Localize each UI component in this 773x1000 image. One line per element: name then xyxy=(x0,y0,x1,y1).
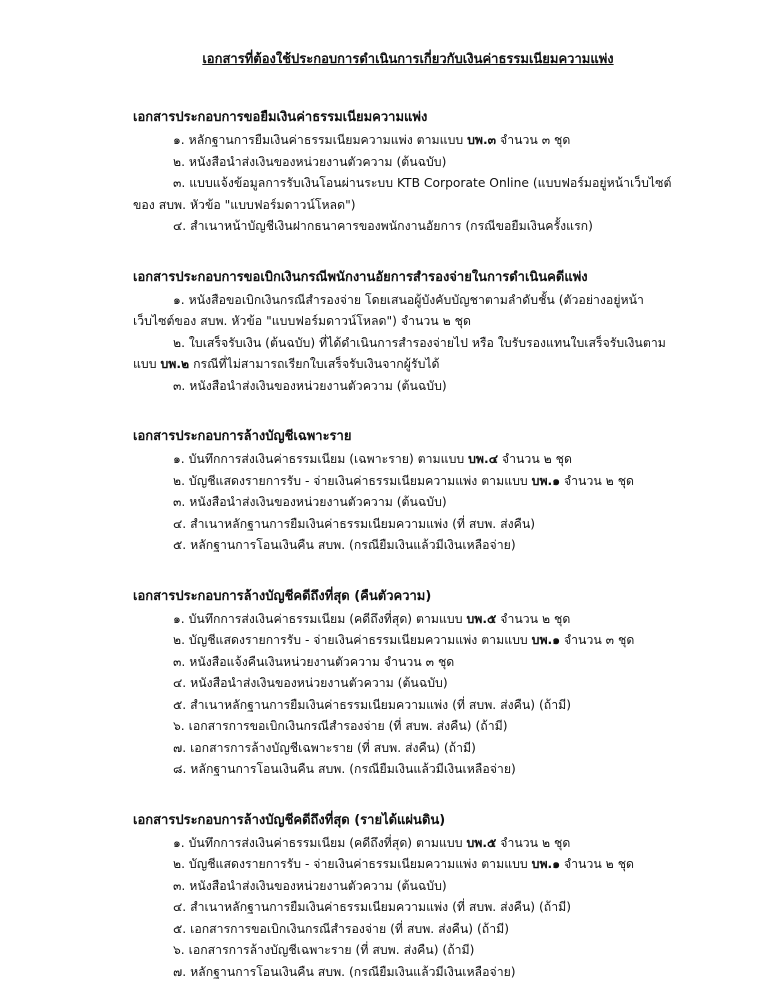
item-text: ๒. หนังสือนำส่งเงินของหน่วยงานตัวความ (ต้นฉบับ) xyxy=(173,154,447,169)
item-text: ๓. หนังสือนำส่งเงินของหน่วยงานตัวความ (ต้นฉบับ) xyxy=(173,378,447,393)
item-text: ๒. บัญชีแสดงรายการรับ - จ่ายเงินค่าธรรมเนียมความแพ่ง ตามแบบ xyxy=(173,633,532,647)
section-advance-reimbursement xyxy=(133,268,683,398)
section-final-case-return xyxy=(133,587,683,781)
list-item xyxy=(133,535,683,557)
item-text-suffix: จำนวน ๓ ชุด xyxy=(496,133,571,147)
item-text: ๔. หนังสือนำส่งเงินของหน่วยงานตัวความ (ต้นฉบับ) xyxy=(173,676,448,690)
list-item xyxy=(133,897,683,919)
item-text: ๓. หนังสือนำส่งเงินของหน่วยงานตัวความ (ต้นฉบับ) xyxy=(173,878,447,893)
item-text-suffix: จำนวน ๒ ชุด xyxy=(560,473,635,488)
list-item xyxy=(133,673,683,695)
document-title: เอกสารที่ต้องใช้ประกอบการดำเนินการเกี่ยวกับเงินค่าธรรมเนียมความแพ่ง xyxy=(202,52,614,67)
form-code: บพ.๓ xyxy=(467,133,497,147)
item-text: ๓. หนังสือนำส่งเงินของหน่วยงานตัวความ (ต้นฉบับ) xyxy=(173,495,447,509)
item-text: ๖. เอกสารการขอเบิกเงินกรณีสำรองจ่าย (ที่ สบพ. ส่งคืน) (ถ้ามี) xyxy=(173,719,508,733)
item-text: ๔. สำเนาหลักฐานการยืมเงินค่าธรรมเนียมความแพ่ง (ที่ สบพ. ส่งคืน) xyxy=(173,516,536,531)
section-heading: เอกสารประกอบการขอเบิกเงินกรณีพนักงานอัยการสำรองจ่ายในการดำเนินคดีแพ่ง xyxy=(133,269,588,285)
list-item xyxy=(133,940,683,962)
list-item xyxy=(133,376,683,398)
item-text: ๘. หลักฐานการโอนเงินคืน สบพ. (กรณียืมเงินแล้วมีเงินเหลือจ่าย) xyxy=(173,762,516,776)
list-item xyxy=(133,759,683,781)
item-text: ๑. บันทึกการส่งเงินค่าธรรมเนียม (คดีถึงที่สุด) ตามแบบ xyxy=(173,835,467,850)
list-item xyxy=(133,152,683,174)
list-item xyxy=(133,609,683,631)
list-item xyxy=(133,919,683,941)
form-code: บพ.๕ xyxy=(466,611,497,626)
list-item xyxy=(133,173,683,216)
form-code: บพ.๑ xyxy=(531,857,561,871)
list-item xyxy=(133,492,683,514)
list-item xyxy=(133,216,683,238)
item-text-suffix: จำนวน ๒ ชุด xyxy=(496,611,571,626)
item-text-suffix: จำนวน ๒ ชุด xyxy=(560,857,635,871)
section-heading: เอกสารประกอบการล้างบัญชีคดีถึงที่สุด (คืนตัวความ) xyxy=(133,588,432,604)
list-item xyxy=(133,738,683,760)
section-specific-account-clearing xyxy=(133,427,683,557)
item-text: ๗. หลักฐานการโอนเงินคืน สบพ. (กรณียืมเงินแล้วมีเงินเหลือจ่าย) xyxy=(173,964,516,979)
item-text: ๔. สำเนาหน้าบัญชีเงินฝากธนาคารของพนักงานอัยการ (กรณีขอยืมเงินครั้งแรก) xyxy=(173,219,593,233)
item-text: ๒. ใบเสร็จรับเงิน (ต้นฉบับ) ที่ได้ดำเนินการสำรองจ่ายไป หรือ ใบรับรองแทนใบเสร็จรับเงินตามแบบ xyxy=(133,335,666,371)
list-item xyxy=(133,333,683,376)
list-item xyxy=(133,962,683,984)
list-item xyxy=(133,130,683,152)
list-item xyxy=(133,290,683,333)
form-code: บพ.๑ xyxy=(531,473,561,488)
item-text: ๒. บัญชีแสดงรายการรับ - จ่ายเงินค่าธรรมเนียมความแพ่ง ตามแบบ xyxy=(173,473,532,488)
item-text-suffix: จำนวน ๒ ชุด xyxy=(496,835,571,850)
list-item xyxy=(133,449,683,471)
item-text: ๑. บันทึกการส่งเงินค่าธรรมเนียม (เฉพาะราย) ตามแบบ xyxy=(173,452,469,466)
list-item xyxy=(133,514,683,536)
form-code: บพ.๒ xyxy=(160,357,190,371)
section-loan-request xyxy=(133,108,683,238)
section-heading: เอกสารประกอบการขอยืมเงินค่าธรรมเนียมความแพ่ง xyxy=(133,110,428,125)
section-final-case-state-revenue xyxy=(133,811,683,984)
item-text-suffix: จำนวน ๒ ชุด xyxy=(498,452,572,466)
form-code: บพ.๕ xyxy=(466,835,497,850)
item-text: ๗. เอกสารการล้างบัญชีเฉพาะราย (ที่ สบพ. ส่งคืน) (ถ้ามี) xyxy=(173,740,476,755)
item-text-suffix: กรณีที่ไม่สามารถเรียกใบเสร็จรับเงินจากผู้รับได้ xyxy=(189,357,440,371)
list-item xyxy=(133,876,683,898)
item-text: ๑. หลักฐานการยืมเงินค่าธรรมเนียมความแพ่ง ตามแบบ xyxy=(173,133,468,147)
item-text: ๑. หนังสือขอเบิกเงินกรณีสำรองจ่าย โดยเสนอผู้บังคับบัญชาตามลำดับชั้น (ตัวอย่างอยู่หน้าเว็บไซต์ของ สบพ. หัวข้อ "แบบฟอร์มดาวน์โหลด") จำนวน ๒ ชุด xyxy=(133,292,644,328)
item-text: ๕. สำเนาหลักฐานการยืมเงินค่าธรรมเนียมความแพ่ง (ที่ สบพ. ส่งคืน) (ถ้ามี) xyxy=(173,697,572,712)
section-heading: เอกสารประกอบการล้างบัญชีคดีถึงที่สุด (รายได้แผ่นดิน) xyxy=(133,812,446,828)
list-item xyxy=(133,716,683,738)
item-text: ๒. บัญชีแสดงรายการรับ - จ่ายเงินค่าธรรมเนียมความแพ่ง ตามแบบ xyxy=(173,857,532,871)
item-text-suffix: จำนวน ๓ ชุด xyxy=(560,633,635,647)
list-item xyxy=(133,471,683,493)
item-text: ๓. หนังสือแจ้งคืนเงินหน่วยงานตัวความ จำนวน ๓ ชุด xyxy=(173,654,455,669)
list-item xyxy=(133,833,683,855)
section-heading: เอกสารประกอบการล้างบัญชีเฉพาะราย xyxy=(133,429,352,444)
item-text: ๔. สำเนาหลักฐานการยืมเงินค่าธรรมเนียมความแพ่ง (ที่ สบพ. ส่งคืน) (ถ้ามี) xyxy=(173,900,572,914)
item-text: ๓. แบบแจ้งข้อมูลการรับเงินโอนผ่านระบบ KTB Corporate Online (แบบฟอร์มอยู่หน้าเว็บไซต์ของ สบพ. หัวข้อ "แบบฟอร์มดาวน์โหลด") xyxy=(133,176,672,212)
list-item xyxy=(133,854,683,876)
form-code: บพ.๑ xyxy=(531,633,561,647)
form-code: บพ.๔ xyxy=(468,452,498,466)
list-item xyxy=(133,652,683,674)
list-item xyxy=(133,695,683,717)
item-text: ๕. หลักฐานการโอนเงินคืน สบพ. (กรณียืมเงินแล้วมีเงินเหลือจ่าย) xyxy=(173,538,516,552)
item-text: ๖. เอกสารการล้างบัญชีเฉพาะราย (ที่ สบพ. ส่งคืน) (ถ้ามี) xyxy=(173,943,475,957)
item-text: ๑. บันทึกการส่งเงินค่าธรรมเนียม (คดีถึงที่สุด) ตามแบบ xyxy=(173,611,467,626)
item-text: ๕. เอกสารการขอเบิกเงินกรณีสำรองจ่าย (ที่ สบพ. ส่งคืน) (ถ้ามี) xyxy=(173,921,510,936)
list-item xyxy=(133,630,683,652)
